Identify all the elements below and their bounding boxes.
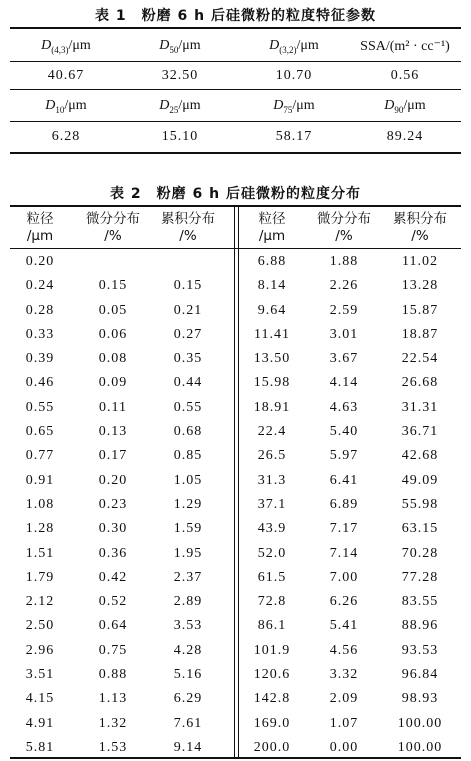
table1-mid-rule — [10, 89, 461, 90]
table1-row2-header-1 — [124, 98, 236, 115]
table1-top-rule — [10, 27, 461, 29]
table-cell: 2.89 — [173, 594, 203, 610]
table1-row1-header-2 — [238, 38, 350, 55]
table-cell: 43.9 — [257, 521, 287, 537]
table-cell: 0.28 — [25, 302, 55, 318]
table-row — [10, 518, 461, 542]
header-symbol: D — [159, 38, 170, 53]
table-cell: 26.5 — [257, 448, 287, 464]
table-cell: 6.29 — [173, 691, 203, 707]
table-cell: 3.67 — [329, 351, 359, 367]
table1-row1-value-2: 10.70 — [275, 68, 313, 83]
table-cell: 0.27 — [173, 326, 203, 342]
table2-bottom-rule — [10, 757, 461, 759]
table-row — [10, 615, 461, 639]
table-cell: 0.35 — [173, 351, 203, 367]
table-cell: 13.28 — [401, 278, 439, 294]
table1-row2-header-0 — [10, 98, 122, 115]
header-unit: /μm — [68, 38, 91, 53]
table1-bottom-rule — [10, 152, 461, 154]
table1-row1-value-3: 0.56 — [390, 68, 420, 83]
table2-header-unit: /% — [335, 228, 353, 244]
table-cell: 36.71 — [401, 424, 439, 440]
table-cell: 70.28 — [401, 545, 439, 561]
table-cell: 120.6 — [253, 667, 291, 683]
table-cell: 0.64 — [98, 618, 128, 634]
header-subscript: 25 — [169, 104, 179, 115]
table-cell: 4.56 — [329, 642, 359, 658]
table-cell: 2.37 — [173, 569, 203, 585]
table-cell: 0.46 — [25, 375, 55, 391]
header-subscript: 10 — [55, 104, 65, 115]
table1-row2-header-2 — [238, 98, 350, 115]
header-subscript: (3,2) — [279, 44, 297, 55]
header-unit: /μm — [178, 38, 201, 53]
table-row — [10, 713, 461, 737]
table-cell: 2.09 — [329, 691, 359, 707]
table-cell: 1.79 — [25, 569, 55, 585]
table-cell: 0.33 — [25, 326, 55, 342]
table-row — [10, 664, 461, 688]
table-cell: 0.15 — [173, 278, 203, 294]
table-cell: 1.08 — [25, 496, 55, 512]
table2-header-unit: /% — [179, 228, 197, 244]
table2-header-unit: /% — [104, 228, 122, 244]
table-cell: 4.63 — [329, 399, 359, 415]
table-cell: 15.98 — [253, 375, 291, 391]
table-cell: 0.30 — [98, 521, 128, 537]
table-row — [10, 397, 461, 421]
table-cell: 4.28 — [173, 642, 203, 658]
table1-row1-value-0: 40.67 — [47, 68, 85, 83]
table-cell: 42.68 — [401, 448, 439, 464]
table-cell: 0.75 — [98, 642, 128, 658]
table-cell: 1.13 — [98, 691, 128, 707]
table2-header-label: 累积分布 — [393, 211, 447, 227]
table-row — [10, 591, 461, 615]
table-cell: 0.68 — [173, 424, 203, 440]
table-cell: 5.81 — [25, 739, 55, 755]
table-cell: 0.85 — [173, 448, 203, 464]
header-unit: /μm — [292, 98, 315, 113]
table-cell: 98.93 — [401, 691, 439, 707]
table2-header-0 — [0, 211, 80, 245]
header-subscript: 90 — [394, 104, 404, 115]
table-row — [10, 348, 461, 372]
table2-header-4 — [304, 211, 384, 245]
table-cell: 0.08 — [98, 351, 128, 367]
table-cell: 101.9 — [253, 642, 291, 658]
table2-header-label: 微分分布 — [86, 211, 140, 227]
table-cell: 37.1 — [257, 496, 287, 512]
table1-header-rule-1 — [10, 61, 461, 62]
table-cell: 52.0 — [257, 545, 287, 561]
table-cell: 11.02 — [402, 254, 438, 269]
table2-header-label: 粒径 — [258, 211, 286, 227]
table2-header-label: 粒径 — [26, 211, 54, 227]
table-cell: 13.50 — [253, 351, 291, 367]
table-row — [10, 543, 461, 567]
table-cell: 0.20 — [25, 254, 55, 269]
table-cell: 49.09 — [401, 472, 439, 488]
table-cell: 0.17 — [98, 448, 128, 464]
table-cell: 1.59 — [173, 521, 203, 537]
table-cell: 1.53 — [98, 739, 128, 755]
table-cell: 6.89 — [329, 496, 359, 512]
header-symbol: D — [45, 98, 56, 113]
table-cell: 0.24 — [25, 278, 55, 294]
table-row — [10, 372, 461, 396]
table-cell: 100.00 — [397, 739, 443, 755]
table-cell: 0.21 — [173, 302, 203, 318]
table-cell: 18.91 — [253, 399, 291, 415]
table-cell: 0.77 — [25, 448, 55, 464]
header-unit: /μm — [64, 98, 87, 113]
table-cell: 1.88 — [329, 254, 359, 269]
table2-body — [10, 251, 461, 761]
table1-row2-value-3: 89.24 — [386, 129, 424, 144]
header-unit: /μm — [403, 98, 426, 113]
table-cell: 2.50 — [25, 618, 55, 634]
table-cell: 0.06 — [98, 326, 128, 342]
header-subscript: (4,3) — [51, 44, 69, 55]
table-cell: 63.15 — [401, 521, 439, 537]
table-cell: 7.17 — [329, 521, 359, 537]
table-cell: 1.07 — [329, 715, 359, 731]
table-cell: 22.4 — [257, 424, 287, 440]
table-cell: 1.51 — [25, 545, 55, 561]
table-cell: 0.39 — [25, 351, 55, 367]
table-cell: 6.41 — [329, 472, 359, 488]
table1-row1-value-1: 32.50 — [161, 68, 199, 83]
table1-header-rule-2 — [10, 121, 461, 122]
header-symbol: D — [159, 98, 170, 113]
table-row — [10, 445, 461, 469]
table1-row2-value-0: 6.28 — [51, 129, 81, 144]
table-cell: 0.55 — [25, 399, 55, 415]
table-cell: 8.14 — [257, 278, 287, 294]
table-cell: 11.41 — [254, 326, 290, 342]
table2-header-2 — [148, 211, 228, 245]
table-cell: 2.96 — [25, 642, 55, 658]
table2-header-rule — [10, 248, 461, 249]
table-cell: 72.8 — [257, 594, 287, 610]
header-unit: /μm — [296, 38, 319, 53]
table-cell: 0.11 — [99, 399, 127, 415]
table-row — [10, 640, 461, 664]
table-cell: 0.44 — [173, 375, 203, 391]
table-row — [10, 688, 461, 712]
table-cell: 169.0 — [253, 715, 291, 731]
table-cell: 4.14 — [329, 375, 359, 391]
table1-row2-value-1: 15.10 — [161, 129, 199, 144]
table-row — [10, 251, 461, 275]
table-cell: 96.84 — [401, 667, 439, 683]
table-cell: 5.16 — [173, 667, 203, 683]
table-cell: 200.0 — [253, 739, 291, 755]
table-cell: 15.87 — [401, 302, 439, 318]
table-row — [10, 324, 461, 348]
table2-header-label: 微分分布 — [317, 211, 371, 227]
table-cell: 0.91 — [25, 472, 55, 488]
table-cell: 0.05 — [98, 302, 128, 318]
table-cell: 88.96 — [401, 618, 439, 634]
table-cell: 83.55 — [401, 594, 439, 610]
header-symbol: D — [41, 38, 52, 53]
table2-top-rule — [10, 205, 461, 207]
table-cell: 0.55 — [173, 399, 203, 415]
table-cell: 0.13 — [98, 424, 128, 440]
table-row — [10, 567, 461, 591]
table-row — [10, 300, 461, 324]
table-cell: 55.98 — [401, 496, 439, 512]
table-cell: 0.52 — [98, 594, 128, 610]
table-cell: 3.01 — [329, 326, 359, 342]
table2-header-3 — [232, 211, 312, 245]
table1-title: 表 1 粉磨 6 h 后硅微粉的粒度特征参数 — [95, 8, 376, 24]
table-cell: 0.15 — [98, 278, 128, 294]
table-row — [10, 470, 461, 494]
table1-row1-header-1 — [124, 38, 236, 55]
table-cell: 9.14 — [173, 739, 203, 755]
table-cell: 5.40 — [329, 424, 359, 440]
table-cell: 1.95 — [173, 545, 203, 561]
table1-row2-value-2: 58.17 — [275, 129, 313, 144]
table-cell: 2.59 — [329, 302, 359, 318]
table-row — [10, 494, 461, 518]
table-cell: 1.05 — [173, 472, 203, 488]
table1-row2-header-3 — [349, 98, 461, 115]
table-cell: 142.8 — [253, 691, 291, 707]
table-cell: 7.61 — [173, 715, 203, 731]
table-cell: 22.54 — [401, 351, 439, 367]
table2-header-unit: /μm — [26, 228, 54, 244]
table-cell: 2.26 — [329, 278, 359, 294]
table-cell: 0.42 — [98, 569, 128, 585]
table-row — [10, 275, 461, 299]
table-cell: 7.14 — [329, 545, 359, 561]
header-subscript: 50 — [169, 44, 179, 55]
header-symbol: SSA — [360, 39, 386, 54]
table2-header-unit: /% — [411, 228, 429, 244]
table-row — [10, 421, 461, 445]
table1-row1-header-3 — [349, 38, 461, 55]
table-cell: 0.09 — [98, 375, 128, 391]
table2-header-5 — [380, 211, 460, 245]
table-cell: 6.88 — [257, 254, 287, 269]
table-cell: 0.23 — [98, 496, 128, 512]
header-symbol: D — [273, 98, 284, 113]
header-unit: /μm — [178, 98, 201, 113]
header-symbol: D — [384, 98, 395, 113]
table-cell: 61.5 — [257, 569, 287, 585]
table-cell: 4.91 — [25, 715, 55, 731]
table-cell: 0.65 — [25, 424, 55, 440]
table2-header-1 — [73, 211, 153, 245]
table2-title: 表 2 粉磨 6 h 后硅微粉的粒度分布 — [110, 186, 361, 202]
table-cell: 9.64 — [257, 302, 287, 318]
table-cell: 7.00 — [329, 569, 359, 585]
table-cell: 3.32 — [329, 667, 359, 683]
table-cell: 77.28 — [401, 569, 439, 585]
table-cell: 5.41 — [329, 618, 359, 634]
header-subscript: 75 — [283, 104, 293, 115]
table-cell: 2.12 — [25, 594, 55, 610]
table-cell: 18.87 — [401, 326, 439, 342]
table2-header-unit: /μm — [258, 228, 286, 244]
table-cell: 0.20 — [98, 472, 128, 488]
header-symbol: D — [269, 38, 280, 53]
table-cell: 100.00 — [397, 715, 443, 731]
table-cell: 5.97 — [329, 448, 359, 464]
table-cell: 6.26 — [329, 594, 359, 610]
table-cell: 86.1 — [257, 618, 287, 634]
table-cell: 0.36 — [98, 545, 128, 561]
header-unit: /(m² · cc⁻¹) — [385, 39, 450, 54]
table-cell: 3.53 — [173, 618, 203, 634]
table-cell: 31.31 — [401, 399, 439, 415]
table2-header-label: 累积分布 — [161, 211, 215, 227]
table-cell: 1.32 — [98, 715, 128, 731]
table-cell: 1.28 — [25, 521, 55, 537]
table-cell: 26.68 — [401, 375, 439, 391]
table-cell: 0.88 — [98, 667, 128, 683]
table-cell: 3.51 — [25, 667, 55, 683]
table-cell: 4.15 — [25, 691, 55, 707]
table-cell: 1.29 — [173, 496, 203, 512]
table-cell: 31.3 — [257, 472, 287, 488]
table1-row1-header-0 — [10, 38, 122, 55]
table-cell: 0.00 — [329, 739, 359, 755]
table-cell: 93.53 — [401, 642, 439, 658]
